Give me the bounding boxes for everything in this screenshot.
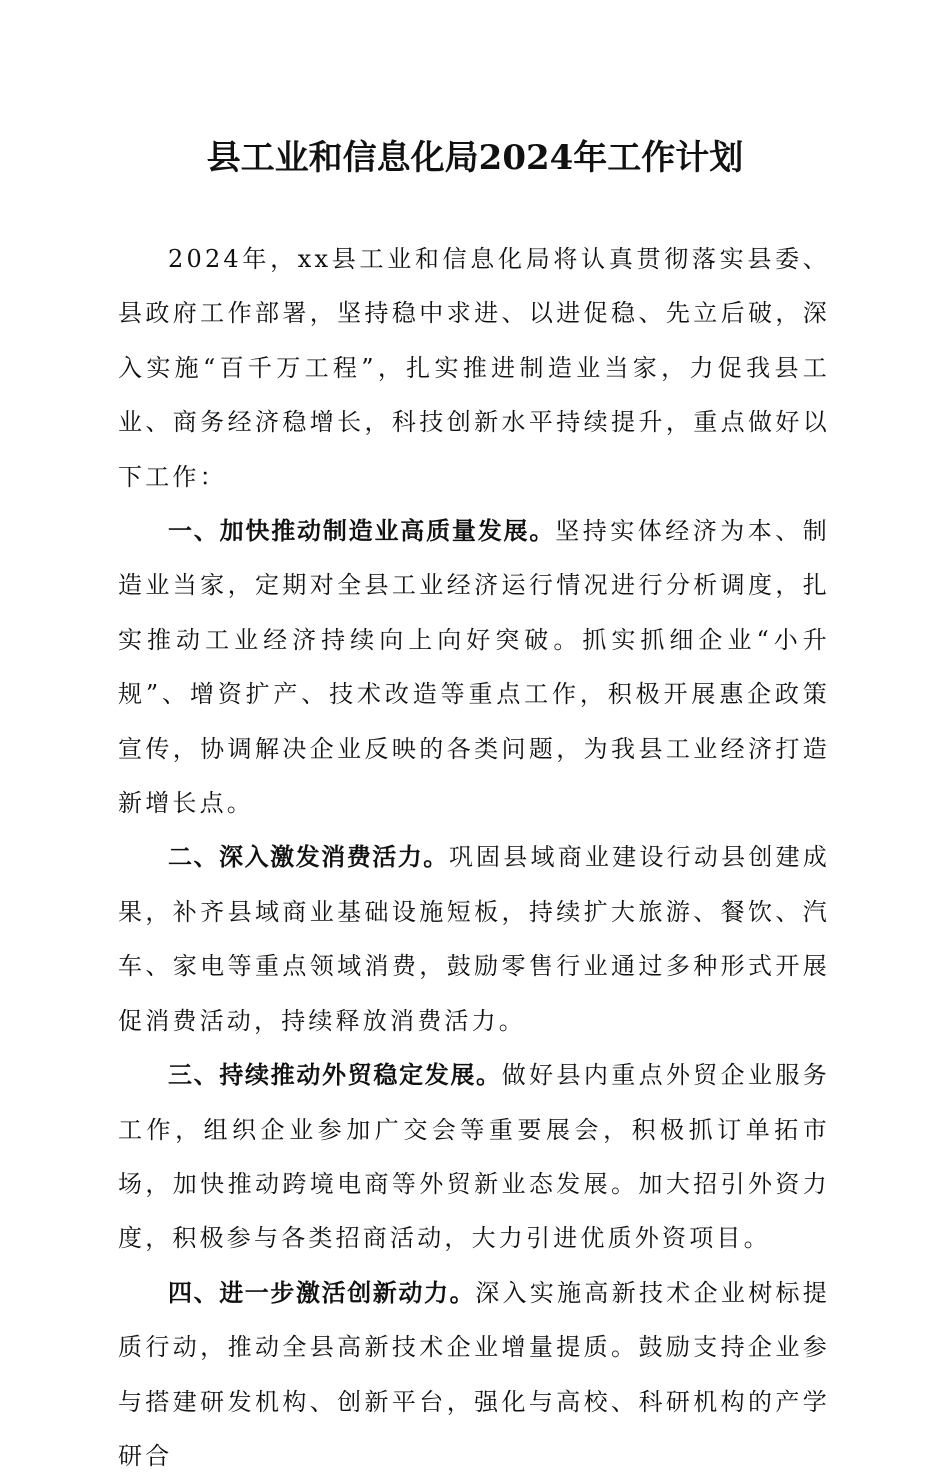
section-text-3: 做好县内重点外贸企业服务工作，组织企业参加广交会等重要展会，积极抓订单拓市场，加快推动跨境电商等外贸新业态发展。加大招引外资力度，积极参与各类招商活动，大力引进优质外资项目。: [118, 1061, 830, 1253]
section-heading-3: 三、持续推动外贸稳定发展。: [168, 1060, 502, 1090]
section-heading-2: 二、深入激发消费活力。: [168, 842, 449, 872]
section-heading-4: 四、进一步激活创新动力。: [168, 1277, 476, 1307]
section-text-2: 巩固县域商业建设行动县创建成果，补齐县域商业基础设施短板，持续扩大旅游、餐饮、汽车、家电等重点领域消费，鼓励零售行业通过多种形式开展促消费活动，持续释放消费活力。: [118, 843, 830, 1035]
section-text-4: 深入实施高新技术企业树标提质行动，推动全县高新技术企业增量提质。鼓励支持企业参与搭建研发机构、创新平台，强化与高校、科研机构的产学研合: [118, 1278, 830, 1470]
section-text-1: 坚持实体经济为本、制造业当家，定期对全县工业经济运行情况进行分析调度，扎实推动工业经济持续向上向好突破。抓实抓细企业“小升规”、增资扩产、技术改造等重点工作，积极开展惠企政策宣传，协调解决企业反映的各类问题，为我县工业经济打造新增长点。: [118, 517, 830, 818]
section-paragraph-2: [118, 830, 830, 1048]
document-title: 县工业和信息化局2024年工作计划: [206, 138, 744, 178]
section-paragraph-4: [118, 1266, 830, 1483]
document-body: [118, 232, 830, 1483]
section-heading-1: 一、加快推动制造业高质量发展。: [168, 516, 556, 546]
section-paragraph-3: [118, 1048, 830, 1266]
intro-paragraph: 2024年，xx县工业和信息化局将认真贯彻落实县委、县政府工作部署，坚持稳中求进、以进促稳、先立后破，深入实施“百千万工程”，扎实推进制造业当家，力促我县工业、商务经济稳增长，科技创新水平持续提升，重点做好以下工作：: [118, 245, 830, 491]
section-paragraph-1: [118, 504, 830, 830]
